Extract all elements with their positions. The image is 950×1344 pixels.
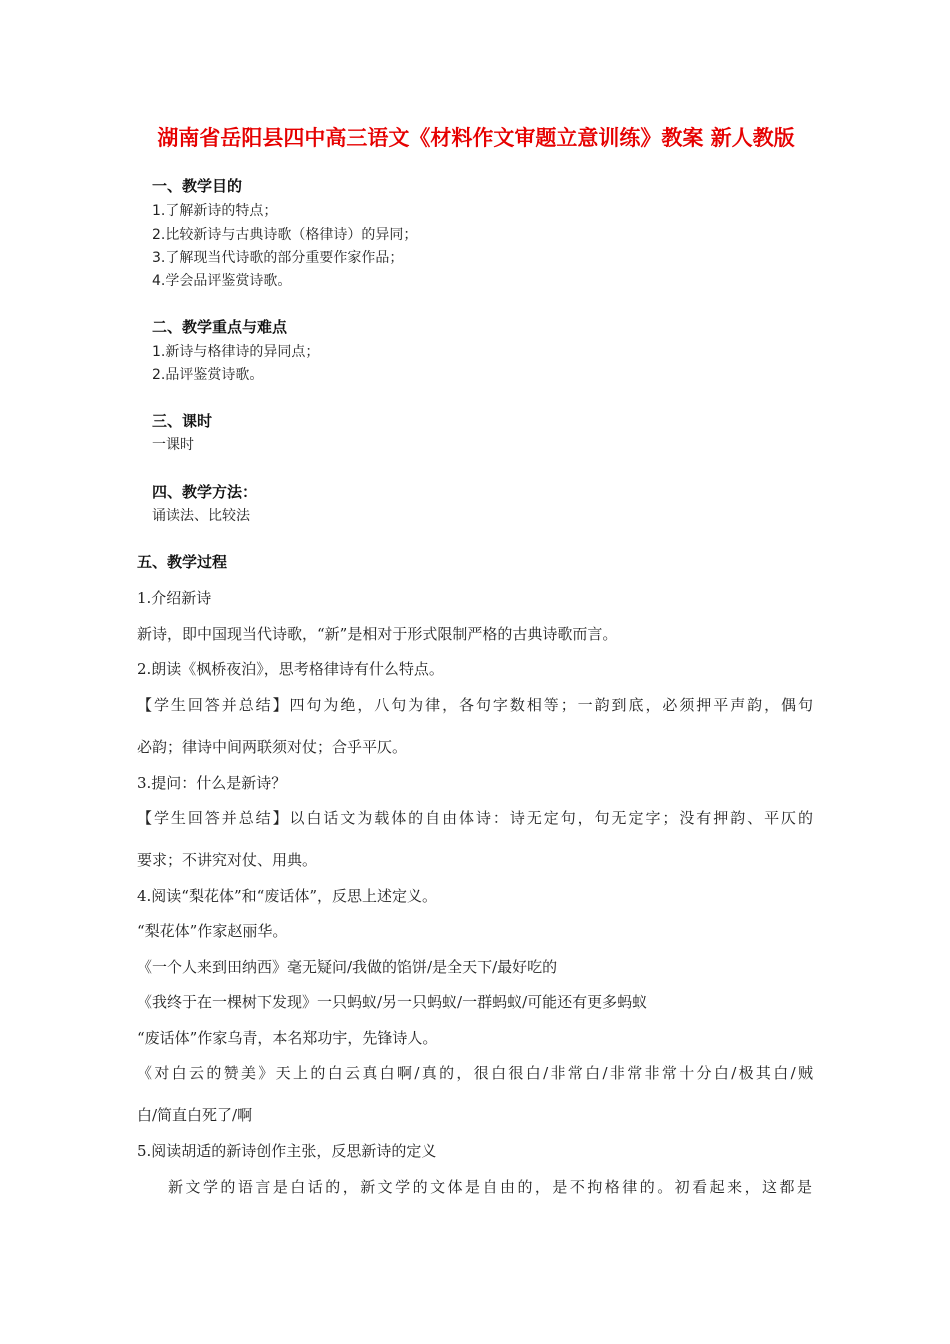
process-line: 2.朗读《枫桥夜泊》，思考格律诗有什么特点。 [137,660,444,678]
process-line: 4.阅读“梨花体”和“废话体”，反思上述定义。 [137,887,437,905]
key-point-item: 1.新诗与格律诗的异同点； [152,344,320,360]
section-heading-key-points: 二、教学重点与难点 [152,318,288,336]
process-line: 要求；不讲究对仗、用典。 [137,851,318,869]
process-line: 必韵；律诗中间两联须对仗；合乎平仄。 [137,738,408,756]
process-line: 白/简直白死了/啊 [137,1106,253,1124]
objective-item: 2.比较新诗与古典诗歌（格律诗）的异同； [152,227,418,243]
section-heading-periods: 三、课时 [152,412,213,430]
objective-item: 4.学会品评鉴赏诗歌。 [152,273,292,289]
process-line: 《对白云的赞美》天上的白云真白啊/真的，很白很白/非常白/非常非常十分白/极其白/贼 [137,1064,813,1082]
process-line: 3.提问：什么是新诗？ [137,774,287,792]
objective-item: 1.了解新诗的特点； [152,203,278,219]
key-point-item: 2.品评鉴赏诗歌。 [152,367,264,383]
process-line: 新文学的语言是白话的，新文学的文体是自由的，是不拘格律的。初看起来，这都是 [168,1178,812,1196]
process-line: 《我终于在一棵树下发现》一只蚂蚁/另一只蚂蚁/一群蚂蚁/可能还有更多蚂蚁 [137,993,648,1011]
methods-text: 诵读法、比较法 [152,508,250,524]
periods-text: 一课时 [152,437,194,453]
process-line: 《一个人来到田纳西》毫无疑问/我做的馅饼/是全天下/最好吃的 [137,958,558,976]
process-line: 【学生回答并总结】四句为绝，八句为律，各句字数相等；一韵到底，必须押平声韵，偶句 [137,696,813,714]
section-heading-process: 五、教学过程 [137,553,228,571]
process-line: 1.介绍新诗 [137,589,212,607]
objective-item: 3.了解现当代诗歌的部分重要作家作品； [152,250,404,266]
process-line: 新诗，即中国现当代诗歌，“新”是相对于形式限制严格的古典诗歌而言。 [137,625,618,643]
process-line: “梨花体”作家赵丽华。 [137,922,288,940]
document-title: 湖南省岳阳县四中高三语文《材料作文审题立意训练》教案 新人教版 [157,126,795,150]
process-line: “废话体”作家乌青，本名郑功宇，先锋诗人。 [137,1029,438,1047]
process-line: 【学生回答并总结】以白话文为载体的自由体诗：诗无定句，句无定字；没有押韵、平仄的 [137,809,813,827]
process-line: 5.阅读胡适的新诗创作主张，反思新诗的定义 [137,1142,437,1160]
section-heading-methods: 四、教学方法： [152,483,258,501]
section-heading-objectives: 一、教学目的 [152,177,243,195]
